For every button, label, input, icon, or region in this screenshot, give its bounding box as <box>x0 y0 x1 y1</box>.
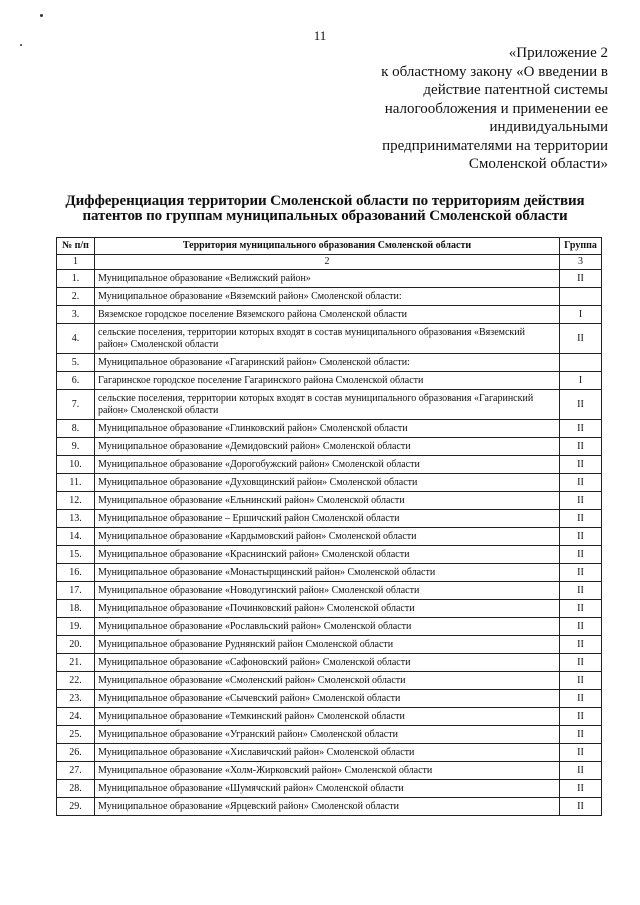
territory-name: Муниципальное образование «Глинковский район» Смоленской области <box>95 420 560 438</box>
row-number: 10. <box>57 456 95 474</box>
group-value: II <box>560 762 602 780</box>
territory-name: сельские поселения, территории которых входят в состав муниципального образования «Вяземский район» Смоленской области <box>95 324 560 354</box>
territory-name: Муниципальное образование «Ельнинский район» Смоленской области <box>95 492 560 510</box>
table-row <box>57 324 602 354</box>
row-number: 20. <box>57 636 95 654</box>
header-number: № п/п <box>57 238 95 255</box>
table-row <box>57 690 602 708</box>
group-value <box>560 288 602 306</box>
row-number: 29. <box>57 798 95 816</box>
territory-name: Муниципальное образование – Ершичский район Смоленской области <box>95 510 560 528</box>
table-row <box>57 306 602 324</box>
row-number: 25. <box>57 726 95 744</box>
territory-name: Муниципальное образование «Духовщинский район» Смоленской области <box>95 474 560 492</box>
table-row <box>57 582 602 600</box>
row-number: 3. <box>57 306 95 324</box>
row-number: 2. <box>57 288 95 306</box>
column-index-row <box>57 255 602 270</box>
row-number: 24. <box>57 708 95 726</box>
table-row <box>57 474 602 492</box>
group-value: I <box>560 372 602 390</box>
territory-name: сельские поселения, территории которых входят в состав муниципального образования «Гагаринский район» Смоленской области <box>95 390 560 420</box>
row-number: 21. <box>57 654 95 672</box>
group-value: II <box>560 618 602 636</box>
title-line: Дифференциация территории Смоленской области по территориям действия <box>65 193 585 209</box>
group-value: I <box>560 306 602 324</box>
group-value: II <box>560 744 602 762</box>
territory-name: Муниципальное образование «Демидовский район» Смоленской области <box>95 438 560 456</box>
scan-speck <box>40 14 43 17</box>
column-index: 3 <box>560 255 602 270</box>
table-row <box>57 618 602 636</box>
appendix-line: «Приложение 2 <box>508 45 608 61</box>
group-value: II <box>560 270 602 288</box>
territory-name: Муниципальное образование «Вяземский район» Смоленской области: <box>95 288 560 306</box>
table-row <box>57 528 602 546</box>
row-number: 15. <box>57 546 95 564</box>
table-row <box>57 456 602 474</box>
title-line: патентов по группам муниципальных образований Смоленской области <box>82 208 568 224</box>
group-value: II <box>560 438 602 456</box>
table-row <box>57 780 602 798</box>
group-value: II <box>560 546 602 564</box>
row-number: 1. <box>57 270 95 288</box>
territory-name: Муниципальное образование «Починковский район» Смоленской области <box>95 600 560 618</box>
table-row <box>57 288 602 306</box>
territory-name: Муниципальное образование «Сычевский район» Смоленской области <box>95 690 560 708</box>
row-number: 6. <box>57 372 95 390</box>
appendix-line: предпринимателями на территории <box>382 137 608 154</box>
group-value <box>560 354 602 372</box>
column-index: 1 <box>57 255 95 270</box>
appendix-line: действие патентной системы <box>423 82 608 98</box>
territory-name: Муниципальное образование «Сафоновский район» Смоленской области <box>95 654 560 672</box>
territory-name: Муниципальное образование «Гагаринский район» Смоленской области: <box>95 354 560 372</box>
row-number: 12. <box>57 492 95 510</box>
table-row <box>57 270 602 288</box>
row-number: 8. <box>57 420 95 438</box>
table-row <box>57 354 602 372</box>
territory-name: Муниципальное образование «Кардымовский район» Смоленской области <box>95 528 560 546</box>
table-row <box>57 564 602 582</box>
row-number: 9. <box>57 438 95 456</box>
row-number: 7. <box>57 390 95 420</box>
table-header-row <box>57 238 602 255</box>
group-value: II <box>560 564 602 582</box>
territory-name: Муниципальное образование «Ярцевский район» Смоленской области <box>95 798 560 816</box>
table-row <box>57 798 602 816</box>
territory-name: Муниципальное образование «Хиславичский район» Смоленской области <box>95 744 560 762</box>
group-value: II <box>560 528 602 546</box>
table-row <box>57 636 602 654</box>
page-number: 11 <box>313 28 327 43</box>
column-index: 2 <box>95 255 560 270</box>
table-row <box>57 510 602 528</box>
table-row <box>57 438 602 456</box>
group-value: II <box>560 492 602 510</box>
group-value: II <box>560 390 602 420</box>
appendix-line: индивидуальными <box>489 119 608 135</box>
group-value: II <box>560 672 602 690</box>
appendix-header <box>318 44 608 174</box>
territory-name: Муниципальное образование «Темкинский район» Смоленской области <box>95 708 560 726</box>
table-row <box>57 708 602 726</box>
table-row <box>57 762 602 780</box>
group-value: II <box>560 636 602 654</box>
scan-speck <box>20 44 22 46</box>
group-value: II <box>560 798 602 816</box>
group-value: II <box>560 726 602 744</box>
row-number: 14. <box>57 528 95 546</box>
group-value: II <box>560 780 602 798</box>
row-number: 22. <box>57 672 95 690</box>
territory-table <box>56 237 602 816</box>
table-row <box>57 420 602 438</box>
row-number: 23. <box>57 690 95 708</box>
appendix-line: налогообложения и применении ее <box>384 100 608 117</box>
table-row <box>57 726 602 744</box>
row-number: 26. <box>57 744 95 762</box>
territory-name: Муниципальное образование «Новодугинский район» Смоленской области <box>95 582 560 600</box>
row-number: 5. <box>57 354 95 372</box>
territory-name: Муниципальное образование «Шумячский район» Смоленской области <box>95 780 560 798</box>
group-value: II <box>560 456 602 474</box>
group-value: II <box>560 690 602 708</box>
territory-name: Муниципальное образование «Монастырщинский район» Смоленской области <box>95 564 560 582</box>
group-value: II <box>560 654 602 672</box>
row-number: 17. <box>57 582 95 600</box>
territory-name: Муниципальное образование «Рославльский район» Смоленской области <box>95 618 560 636</box>
territory-name: Муниципальное образование «Смоленский район» Смоленской области <box>95 672 560 690</box>
territory-name: Вяземское городское поселение Вяземского района Смоленской области <box>95 306 560 324</box>
group-value: II <box>560 510 602 528</box>
appendix-line: к областному закону «О введении в <box>381 63 608 80</box>
row-number: 27. <box>57 762 95 780</box>
table-row <box>57 390 602 420</box>
table-row <box>57 654 602 672</box>
row-number: 28. <box>57 780 95 798</box>
table-row <box>57 600 602 618</box>
table-row <box>57 492 602 510</box>
row-number: 19. <box>57 618 95 636</box>
group-value: II <box>560 708 602 726</box>
territory-name: Муниципальное образование «Дорогобужский район» Смоленской области <box>95 456 560 474</box>
group-value: II <box>560 420 602 438</box>
table-row <box>57 546 602 564</box>
table-row <box>57 744 602 762</box>
row-number: 4. <box>57 324 95 354</box>
table-row <box>57 372 602 390</box>
row-number: 11. <box>57 474 95 492</box>
row-number: 13. <box>57 510 95 528</box>
group-value: II <box>560 474 602 492</box>
header-group: Группа <box>560 238 602 255</box>
table-row <box>57 672 602 690</box>
document-title <box>30 194 620 224</box>
group-value: II <box>560 324 602 354</box>
group-value: II <box>560 600 602 618</box>
row-number: 18. <box>57 600 95 618</box>
territory-name: Гагаринское городское поселение Гагаринского района Смоленской области <box>95 372 560 390</box>
table-body <box>57 255 602 816</box>
territory-name: Муниципальное образование «Угранский район» Смоленской области <box>95 726 560 744</box>
group-value: II <box>560 582 602 600</box>
header-territory: Территория муниципального образования Смоленской области <box>95 238 560 255</box>
territory-name: Муниципальное образование «Краснинский район» Смоленской области <box>95 546 560 564</box>
territory-name: Муниципальное образование «Велижский район» <box>95 270 560 288</box>
territory-name: Муниципальное образование «Холм-Жирковский район» Смоленской области <box>95 762 560 780</box>
appendix-line: Смоленской области» <box>468 156 608 172</box>
row-number: 16. <box>57 564 95 582</box>
territory-name: Муниципальное образование Руднянский район Смоленской области <box>95 636 560 654</box>
